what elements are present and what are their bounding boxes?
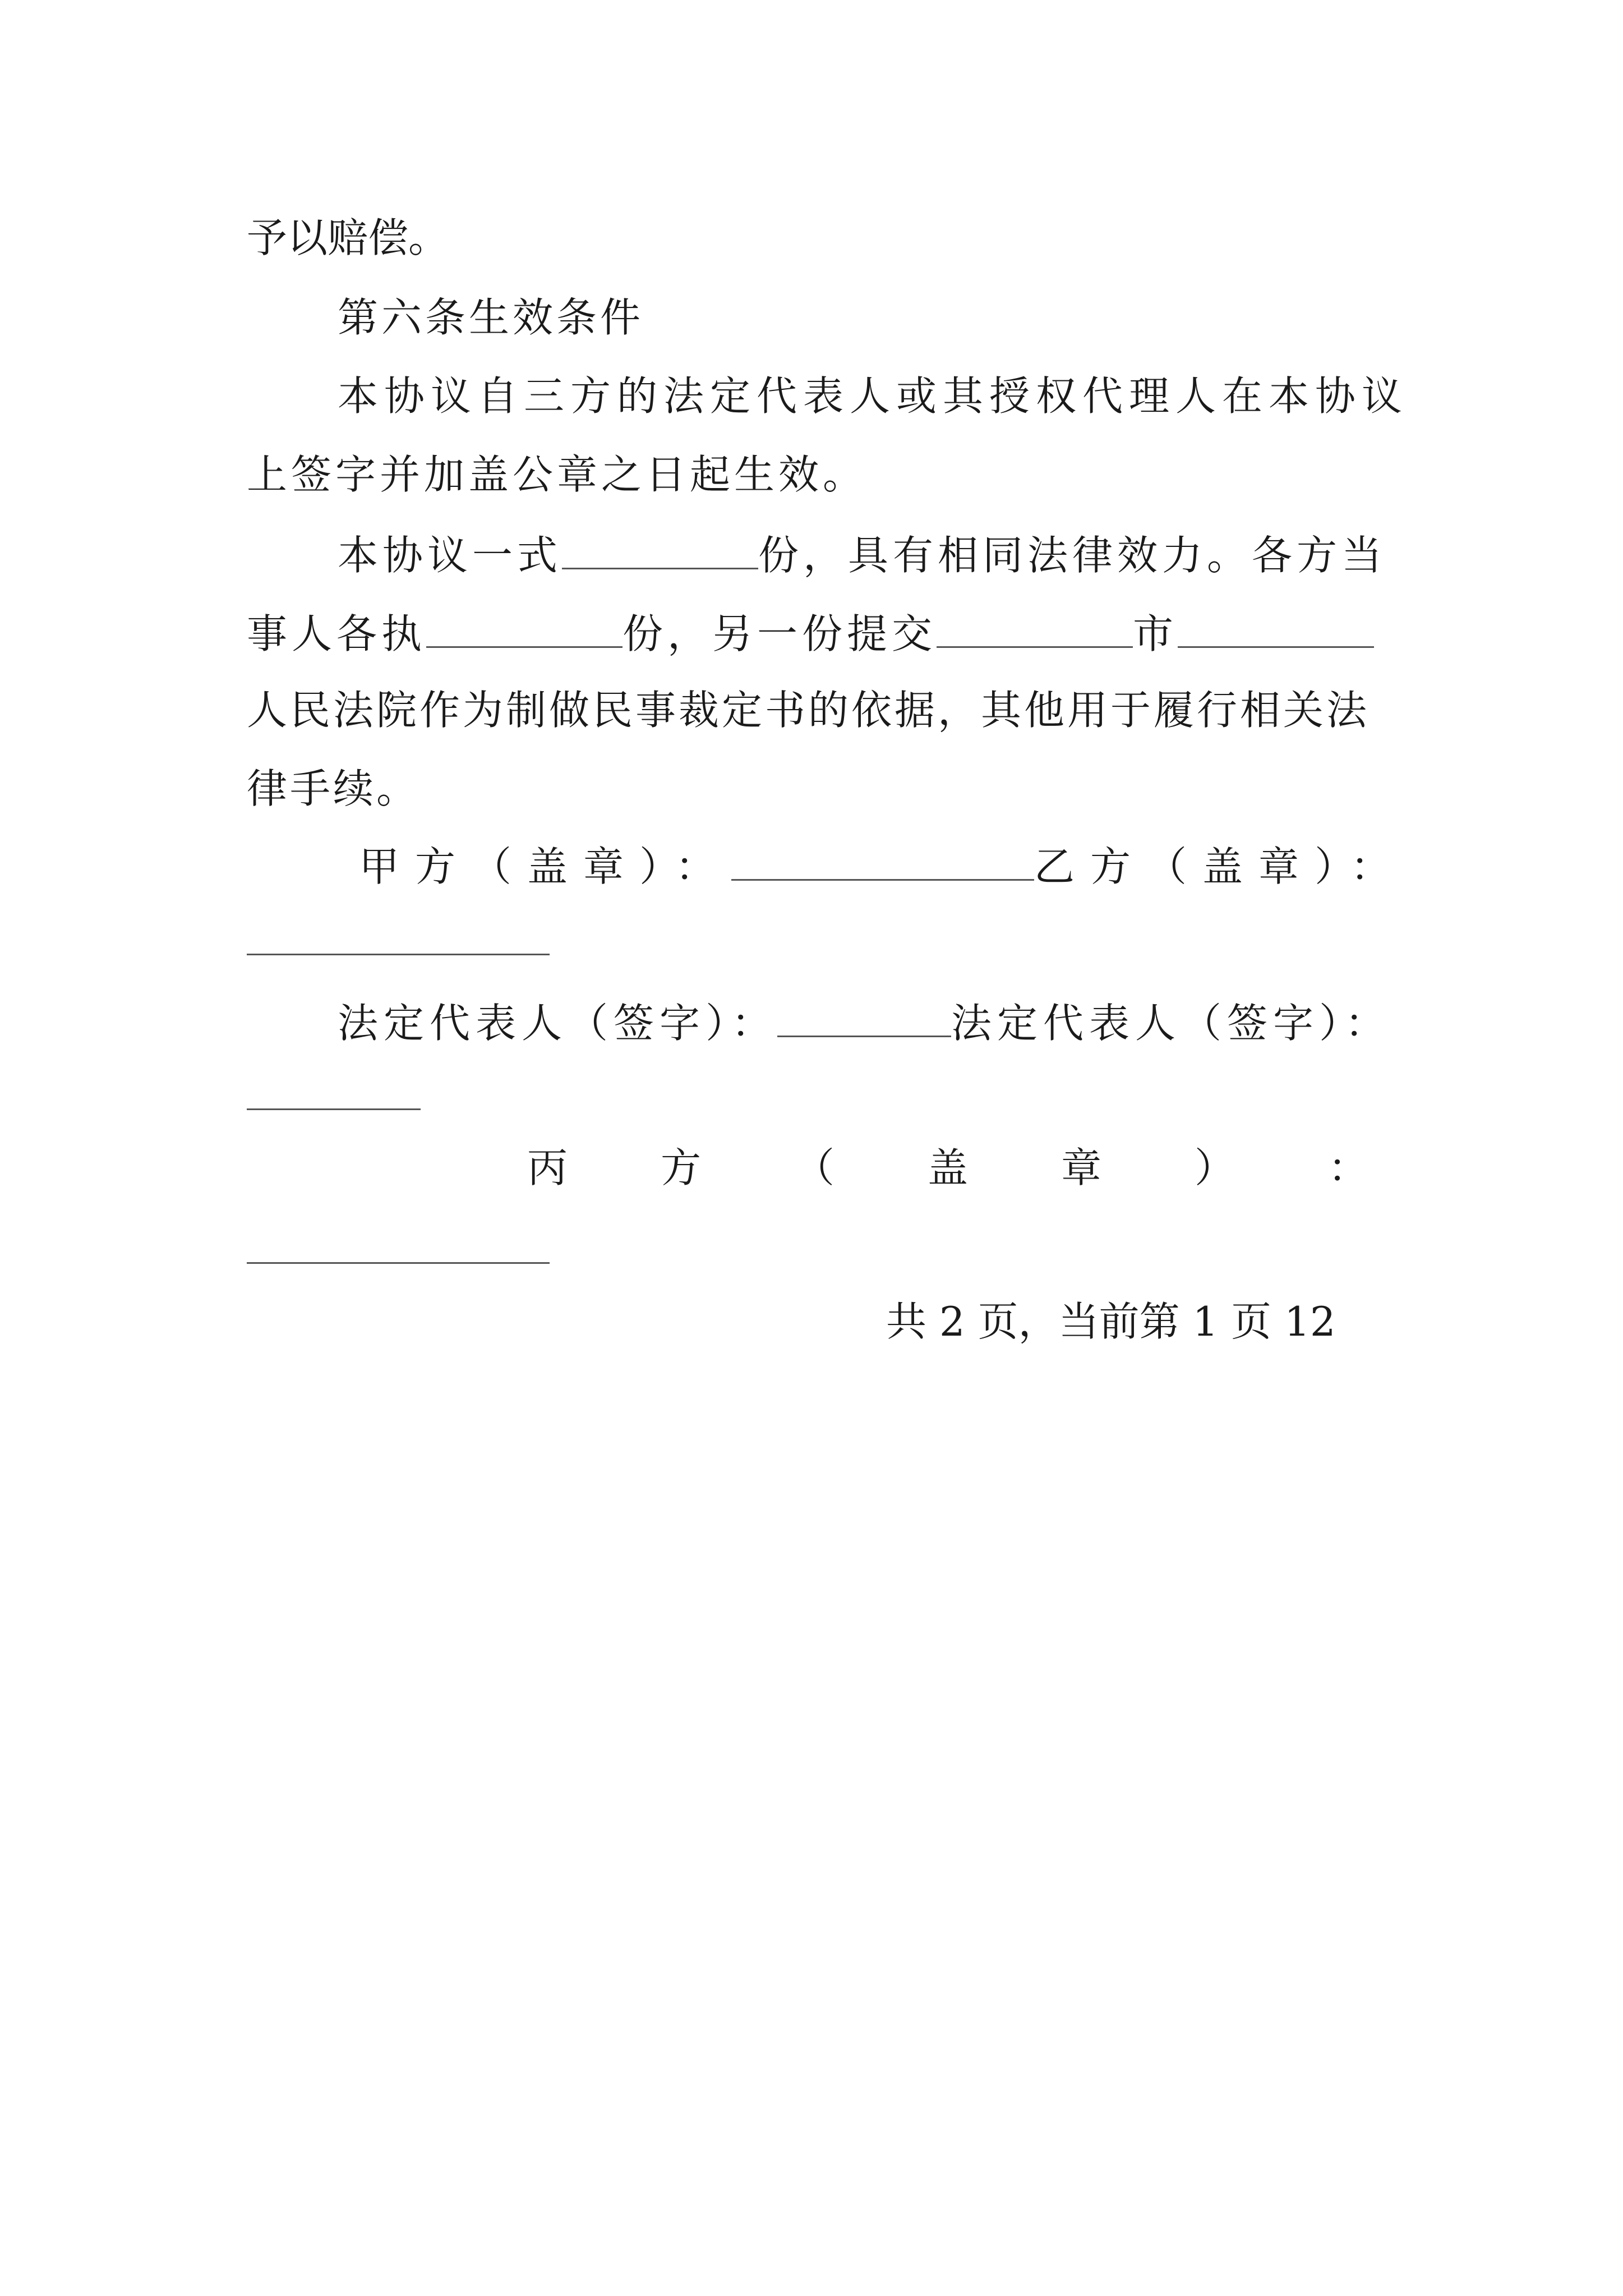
signature-seal-line (359, 843, 1407, 890)
each-party-count-blank (426, 611, 623, 648)
party-c-char: 盖 (927, 1144, 968, 1191)
copies-text-b: 份，具有相同法律效力。各方当 (758, 532, 1387, 579)
effect-clause-line-1: 本协议自三方的法定代表人或其授权代理人在本协议 (338, 372, 1409, 420)
copies-text-d: 份，另一份提交 (623, 610, 937, 657)
party-c-char: ： (1327, 1144, 1368, 1191)
legal-rep-b-blank (247, 1108, 421, 1110)
party-b-seal-blank (247, 954, 550, 955)
page-footer: 共 2 页，当前第 1 页 12 (886, 1298, 1336, 1345)
legal-rep-a-label: 法定代表人（签字）： (338, 1000, 778, 1047)
copies-line-2 (247, 610, 1374, 657)
copies-text-c: 事人各执 (247, 610, 427, 657)
party-c-seal-label (527, 1144, 1368, 1191)
party-a-seal-blank (731, 844, 1034, 881)
party-c-char: ） (1194, 1144, 1235, 1191)
party-c-seal-blank (247, 1262, 550, 1264)
legal-rep-b-label: 法定代表人（签字）： (951, 1000, 1391, 1047)
party-c-char: （ (794, 1144, 834, 1191)
copies-count-blank (562, 533, 758, 569)
copies-line-4: 律手续。 (247, 765, 420, 812)
legal-rep-line (338, 1000, 1391, 1047)
article-heading: 第六条生效条件 (338, 294, 644, 341)
party-c-char: 章 (1061, 1144, 1101, 1191)
city-blank (937, 611, 1133, 648)
party-c-char: 丙 (527, 1144, 568, 1191)
copies-line-1 (338, 532, 1387, 579)
party-a-seal-label: 甲方（盖章）： (359, 843, 732, 890)
effect-clause-line-2: 上签字并加盖公章之日起生效。 (247, 451, 868, 498)
party-c-char: 方 (660, 1144, 701, 1191)
party-b-seal-label: 乙方（盖章）： (1034, 843, 1407, 890)
legal-rep-a-blank (777, 1001, 951, 1037)
court-blank (1178, 611, 1374, 648)
copies-line-3: 人民法院作为制做民事裁定书的依据，其他用于履行相关法 (247, 687, 1370, 734)
copies-text-e: 市 (1133, 610, 1178, 657)
copies-text-a: 本协议一式 (338, 532, 562, 579)
paragraph-tail: 予以赔偿。 (247, 214, 449, 261)
